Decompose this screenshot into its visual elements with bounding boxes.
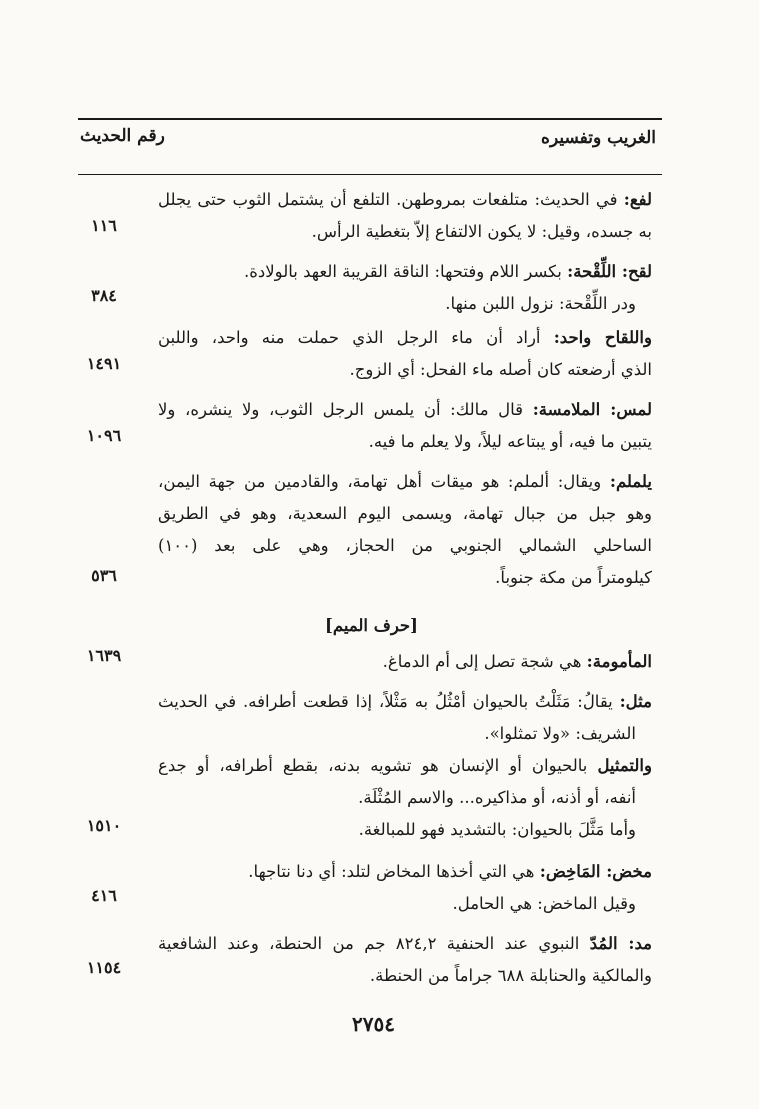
entry-text (158, 686, 652, 846)
entry-definition: هي التي أخذها المخاض لتلد: أي دنا نتاجها. (248, 862, 540, 881)
entry-headword: واللقاح واحد: (553, 328, 652, 347)
entry-line (158, 530, 652, 562)
entry-line (158, 856, 652, 888)
header-column-title: رقم الحديث (80, 126, 165, 146)
entry-headword: مخض: المَاخِض: (539, 862, 652, 881)
entry-line (158, 498, 652, 530)
entry-text (158, 466, 652, 594)
entry-definition: في الحديث: متلفعات بمروطهن. التلفع أن يشتمل الثوب حتى يجلل (158, 190, 624, 209)
header-section-title: الغريب وتفسيره (541, 128, 656, 148)
entry-definition: يتبين ما فيه، أو يبتاعه ليلاً، ولا يعلم ما فيه. (368, 432, 652, 451)
header-rule-top (78, 118, 662, 120)
entry-line (158, 888, 652, 920)
entry-definition: أراد أن ماء الرجل الذي حملت منه واحد، واللبن (158, 328, 554, 347)
entry-line (158, 466, 652, 498)
entry-text (158, 256, 652, 320)
entry-definition: هي شجة تصل إلى أم الدماغ. (382, 652, 587, 671)
entry-definition: النبوي عند الحنفية ٨٢٤,٢ جم من الحنطة، وعند الشافعية (158, 934, 590, 953)
hadith-number: ١٤٩١ (86, 354, 122, 373)
entry-line (158, 394, 652, 426)
entry-definition: به جسده، وقيل: لا يكون الالتفاع إلاّ بتغطية الرأس. (311, 222, 652, 241)
entry-definition: الشريف: «ولا تمثلوا». (484, 724, 636, 743)
entry-definition: أنفه، أو أذنه، أو مذاكيره... والاسم المُثْلَة. (358, 788, 636, 807)
entry-definition: الذي أرضعته كان أصله ماء الفحل: أي الزوج. (349, 360, 652, 379)
hadith-number: ١٠٩٦ (86, 426, 122, 445)
entry-line (158, 782, 652, 814)
hadith-number: ٤١٦ (91, 886, 117, 905)
hadith-number: ١٥١٠ (86, 816, 122, 835)
entry-line (158, 216, 652, 248)
entry-definition: وأما مَثَّلَ بالحيوان: بالتشديد فهو للمبالغة. (358, 820, 636, 839)
entry-definition: قال مالك: أن يلمس الرجل الثوب، ولا ينشره، ولا (158, 400, 533, 419)
entry-line (158, 288, 652, 320)
running-header (78, 118, 662, 158)
entry-headword: مد: المُدّ (589, 934, 652, 953)
hadith-number: ٥٣٦ (91, 566, 117, 585)
entry-line (158, 562, 652, 594)
entry-headword: يلملم: (609, 472, 652, 491)
entry-definition: والمالكية والحنابلة ٦٨٨ جراماً من الحنطة. (369, 966, 652, 985)
entry-headword: لقح: اللِّقْحة: (567, 262, 652, 281)
entry-text (158, 928, 652, 992)
entry-line (158, 718, 652, 750)
hadith-number: ١١٥٤ (86, 958, 122, 977)
entry-headword: لمس: الملامسة: (532, 400, 652, 419)
entry-line (158, 960, 652, 992)
entry-definition: كيلومتراً من مكة جنوباً. (495, 568, 652, 587)
entry-headword: مثل: (619, 692, 652, 711)
page-number: ٢٧٥٤ (352, 1012, 395, 1036)
entry-definition: يقالُ: مَثَلْتُ بالحيوان أمْثُلُ به مَثْلاً، إذا قطعت أطرافه. في الحديث (158, 692, 620, 711)
hadith-number: ١٦٣٩ (86, 646, 122, 665)
entry-headword: المأمومة: (586, 652, 652, 671)
entry-definition: بالحيوان أو الإنسان هو تشويه بدنه، بقطع أطرافه، أو جدع (158, 756, 598, 775)
entry-line (158, 426, 652, 458)
entry-line (158, 686, 652, 718)
entry-headword: والتمثيل (597, 756, 652, 775)
entry-line (158, 646, 652, 678)
entry-line (158, 184, 652, 216)
entry-text (158, 322, 652, 386)
section-heading: [حرف الميم] (325, 616, 418, 635)
entry-text (158, 184, 652, 248)
entry-text (158, 856, 652, 920)
entry-headword: لفع: (623, 190, 652, 209)
entry-definition: الساحلي الشمالي الجنوبي من الحجاز، وهي على بعد (١٠٠) (158, 536, 652, 555)
entry-line (158, 750, 652, 782)
entry-line (158, 256, 652, 288)
entry-definition: بكسر اللام وفتحها: الناقة القريبة العهد بالولادة. (244, 262, 568, 281)
entry-definition: ويقال: ألملم: هو ميقات أهل تهامة، والقادمين من جهة اليمن، (158, 472, 610, 491)
hadith-number: ٣٨٤ (91, 286, 117, 305)
hadith-number: ١١٦ (91, 216, 117, 235)
entry-definition: ودر اللِّقْحة: نزول اللبن منها. (445, 294, 636, 313)
entry-definition: وهو جبل من جبال تهامة، ويسمى اليوم السعدية، وهو في الطريق (158, 504, 652, 523)
entry-line (158, 814, 652, 846)
entry-text (158, 646, 652, 678)
entry-definition: وقيل الماخض: هي الحامل. (452, 894, 636, 913)
entry-line (158, 928, 652, 960)
entry-line (158, 322, 652, 354)
entry-text (158, 394, 652, 458)
header-rule-bottom (78, 174, 662, 175)
entry-line (158, 354, 652, 386)
